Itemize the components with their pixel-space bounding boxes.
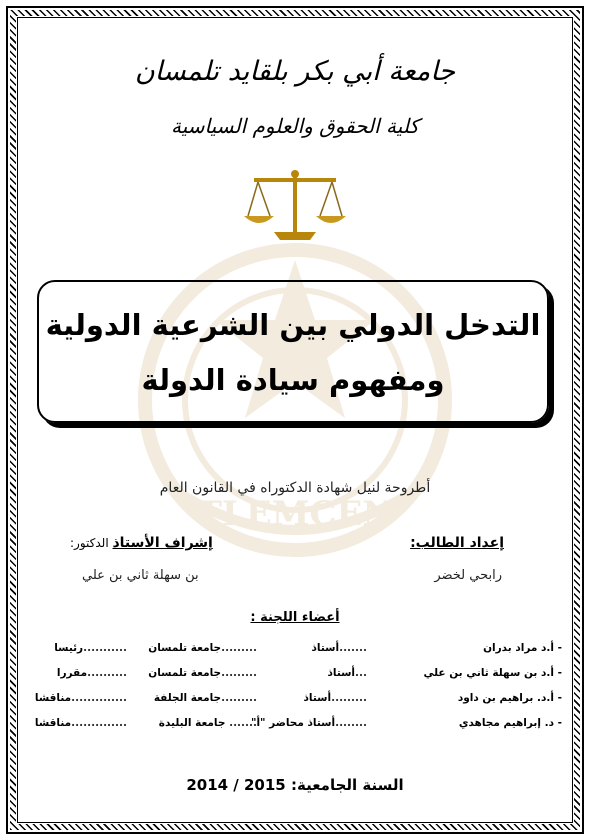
member-name: - أ.د. براهيم بن داود [457,692,562,704]
member-institution: جامعة تلمسان [148,667,222,679]
member-role: مناقشا [34,717,72,729]
thesis-title-line-1: التدخل الدولي بين الشرعية الدولية [45,308,541,342]
member-role: رئيسا [54,642,84,654]
member-rank: أستاذ [327,667,356,679]
academic-year-label: السنة الجامعية: [290,776,404,794]
member-rank: أستاذ محاضر "أ" [250,717,336,729]
member-name: - أ.د مراد بدران [483,642,562,654]
supervisor-title-text: الدكتور: [70,536,113,550]
committee-row: - أ.د. براهيم بن داود .........أستاذ .........جامعة الجلفة ..............مناقشا [34,692,562,704]
faculty-name: كلية الحقوق والعلوم السياسية [171,114,419,138]
supervisor-label [70,535,213,551]
member-role: مناقشا [34,692,72,704]
member-rank: أستاذ [311,642,340,654]
member-institution: جامعة البليدة [158,717,230,729]
academic-year [0,776,590,794]
student-name: رابحي لخضر [434,568,502,583]
member-rank: أستاذ [303,692,332,704]
title-box [37,280,549,423]
watermark-text: TLEMCEN [196,494,394,534]
committee-title: أعضاء اللجنة : [250,610,340,625]
member-institution: جامعة تلمسان [148,642,222,654]
student-label: إعداد الطالب: [410,535,504,551]
committee-row: - د. إبراهيم مجاهدي ........أستاذ محاضر "أ" ....... جامعة البليدة ..............مناقشا [34,717,562,729]
member-role: مقررا [56,667,88,679]
member-name: - أ.د بن سهلة ثاني بن علي [423,667,562,679]
university-name: جامعة أبي بكر بلقايد تلمسان [134,56,456,87]
committee-row: - أ.د مراد بدران .......أستاذ .........جامعة تلمسان ...........رئيسا [54,642,562,654]
supervisor-label-text: إشراف الأستاذ [112,535,213,551]
thesis-subtitle: أطروحة لنيل شهادة الدكتوراه في القانون العام [159,480,431,496]
thesis-title-line-2: ومفهوم سيادة الدولة [141,363,445,397]
member-institution: جامعة الجلفة [153,692,222,704]
supervisor-name: بن سهلة ثاني بن علي [82,568,199,583]
scales-of-justice-icon [244,168,346,244]
academic-year-value: 2014 / 2015 [186,776,286,794]
committee-row: - أ.د بن سهلة ثاني بن علي ...أستاذ .........جامعة تلمسان ..........مقررا [56,667,562,679]
member-name: - د. إبراهيم مجاهدي [458,717,562,729]
